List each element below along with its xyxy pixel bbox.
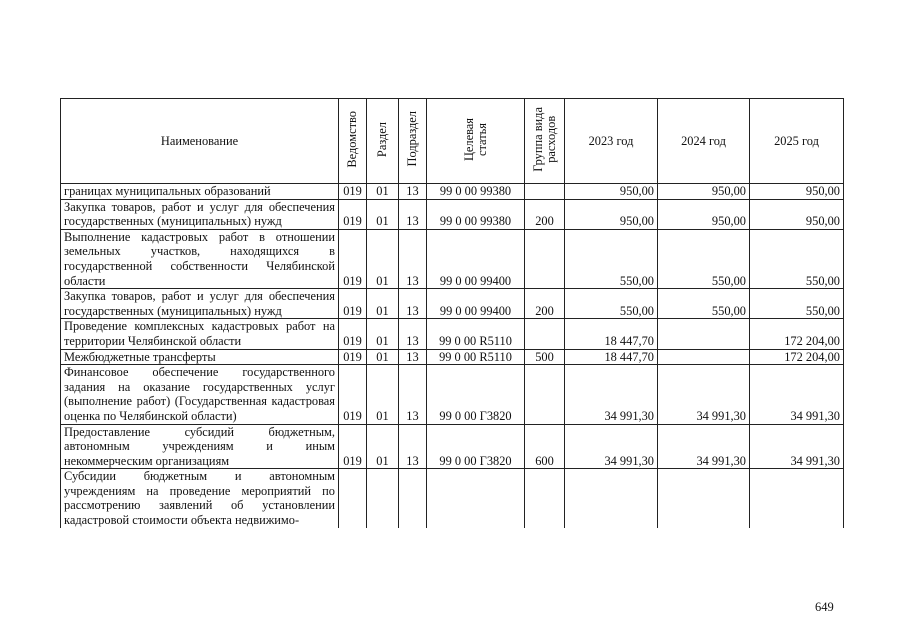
table-row [61,469,844,528]
table-row [61,184,844,200]
cell-y2024: 34 991,30 [658,424,750,469]
cell-group [525,469,565,528]
cell-target: 99 0 00 Г3820 [427,424,525,469]
cell-subsection: 13 [399,184,427,200]
cell-y2025: 550,00 [750,229,844,288]
cell-subsection: 13 [399,349,427,365]
cell-section [367,469,399,528]
cell-section: 01 [367,184,399,200]
cell-y2023: 18 447,70 [565,349,658,365]
cell-name: Субсидии бюджетным и автономным учреждениям на проведение мероприятий по рассмотрению заявлений об установлении кадастровой стоимости объекта недвижимо- [61,469,339,528]
page-number: 649 [815,600,834,614]
header-target: Целевая статья [427,99,525,184]
cell-group: 600 [525,424,565,469]
cell-group: 200 [525,199,565,229]
header-2025: 2025 год [750,99,844,184]
cell-y2024: 950,00 [658,199,750,229]
cell-y2023: 18 447,70 [565,319,658,349]
cell-y2025: 550,00 [750,289,844,319]
cell-y2024 [658,349,750,365]
cell-y2023: 34 991,30 [565,365,658,424]
cell-target: 99 0 00 99400 [427,289,525,319]
cell-subsection: 13 [399,229,427,288]
cell-name: Выполнение кадастровых работ в отношении земельных участков, находящихся в государственной собственности Челябинской области [61,229,339,288]
cell-y2024 [658,469,750,528]
cell-y2023: 950,00 [565,184,658,200]
cell-target: 99 0 00 Г3820 [427,365,525,424]
cell-name: Финансовое обеспечение государственного задания на оказание государственных услуг (выполнение работ) (Государственная кадастровая оценка по Челябинской области) [61,365,339,424]
cell-y2023: 550,00 [565,229,658,288]
table-row [61,365,844,424]
cell-dept: 019 [339,229,367,288]
cell-subsection: 13 [399,319,427,349]
cell-y2024: 950,00 [658,184,750,200]
table-body [61,184,844,528]
cell-dept: 019 [339,199,367,229]
cell-dept: 019 [339,349,367,365]
cell-subsection: 13 [399,199,427,229]
cell-target [427,469,525,528]
cell-subsection: 13 [399,365,427,424]
cell-target: 99 0 00 99400 [427,229,525,288]
table-row [61,319,844,349]
cell-y2025: 34 991,30 [750,424,844,469]
cell-y2023 [565,469,658,528]
cell-dept: 019 [339,289,367,319]
cell-y2024: 550,00 [658,289,750,319]
cell-dept: 019 [339,184,367,200]
cell-target: 99 0 00 R5110 [427,319,525,349]
cell-name: Межбюджетные трансферты [61,349,339,365]
cell-subsection: 13 [399,289,427,319]
cell-y2025: 950,00 [750,184,844,200]
cell-y2025: 950,00 [750,199,844,229]
cell-y2025: 172 204,00 [750,349,844,365]
cell-y2024: 550,00 [658,229,750,288]
cell-group [525,229,565,288]
header-group: Группа вида расходов [525,99,565,184]
cell-section: 01 [367,319,399,349]
cell-group: 200 [525,289,565,319]
table-row [61,199,844,229]
cell-group [525,184,565,200]
cell-y2025: 34 991,30 [750,365,844,424]
header-subsection: Подраздел [399,99,427,184]
cell-name: Закупка товаров, работ и услуг для обеспечения государственных (муниципальных) нужд [61,199,339,229]
cell-dept [339,469,367,528]
cell-group: 500 [525,349,565,365]
cell-target: 99 0 00 99380 [427,199,525,229]
cell-name: границах муниципальных образований [61,184,339,200]
budget-table [60,98,844,528]
cell-target: 99 0 00 R5110 [427,349,525,365]
cell-group [525,365,565,424]
header-2023: 2023 год [565,99,658,184]
table-row [61,229,844,288]
cell-section: 01 [367,199,399,229]
table-row [61,289,844,319]
cell-target: 99 0 00 99380 [427,184,525,200]
cell-dept: 019 [339,365,367,424]
cell-section: 01 [367,424,399,469]
cell-dept: 019 [339,424,367,469]
cell-y2023: 950,00 [565,199,658,229]
cell-section: 01 [367,289,399,319]
cell-section: 01 [367,229,399,288]
cell-subsection: 13 [399,424,427,469]
cell-name: Проведение комплексных кадастровых работ на территории Челябинской области [61,319,339,349]
header-dept: Ведомство [339,99,367,184]
cell-y2025: 172 204,00 [750,319,844,349]
cell-y2023: 550,00 [565,289,658,319]
cell-section: 01 [367,365,399,424]
cell-dept: 019 [339,319,367,349]
table-row [61,424,844,469]
table-row [61,349,844,365]
cell-name: Закупка товаров, работ и услуг для обеспечения государственных (муниципальных) нужд [61,289,339,319]
header-name: Наименование [61,99,339,184]
cell-group [525,319,565,349]
cell-y2024 [658,319,750,349]
table-header-row [61,99,844,184]
cell-y2024: 34 991,30 [658,365,750,424]
header-section: Раздел [367,99,399,184]
cell-y2023: 34 991,30 [565,424,658,469]
cell-name: Предоставление субсидий бюджетным, автономным учреждениям и иным некоммерческим организациям [61,424,339,469]
cell-section: 01 [367,349,399,365]
cell-y2025 [750,469,844,528]
cell-subsection [399,469,427,528]
header-2024: 2024 год [658,99,750,184]
